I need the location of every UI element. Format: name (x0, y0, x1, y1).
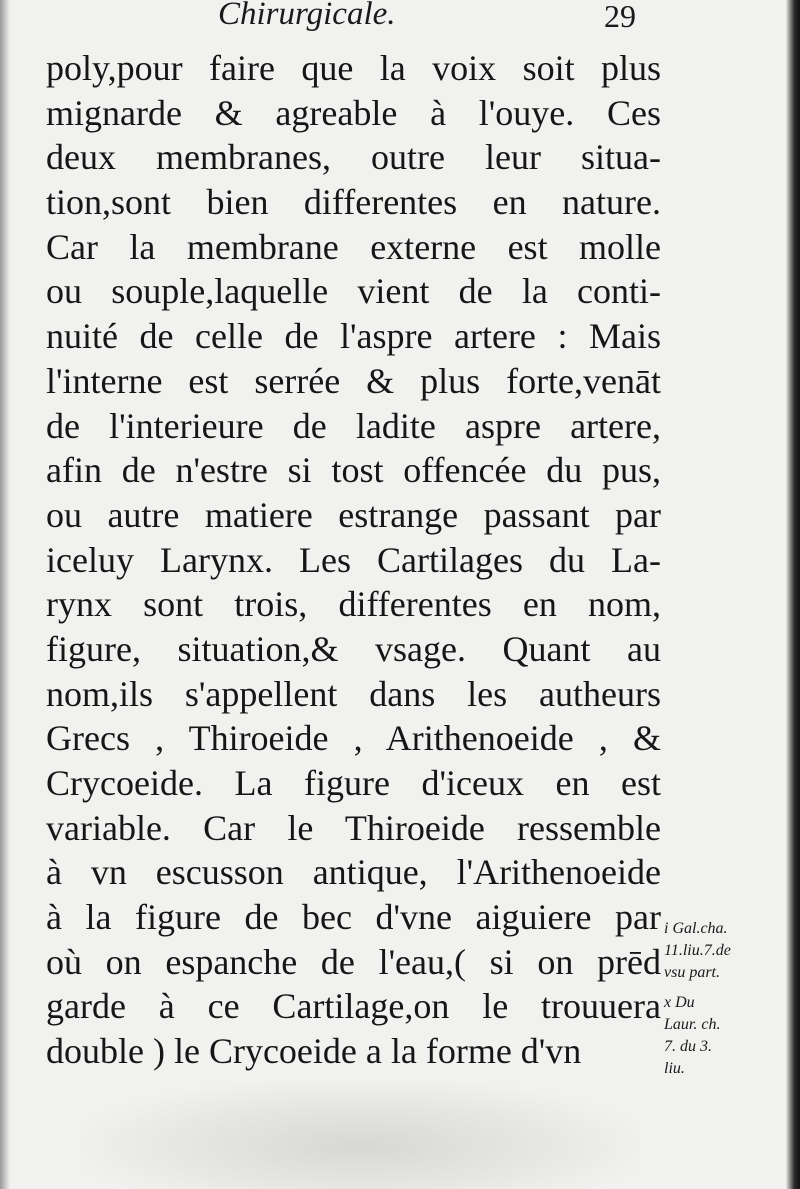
marginal-note-line: 11.liu.7.de (664, 942, 731, 959)
marginal-note-line: x Du (664, 994, 695, 1011)
text-line: poly,pour faire que la voix soit plus (46, 48, 661, 88)
page-gutter-shadow (0, 0, 10, 1189)
text-line: à vn escusson antique, l'Arithenoeide (46, 852, 661, 893)
text-line: double ) le Crycoeide a la forme d'vn (46, 1031, 582, 1072)
text-line: mignarde & agreable à l'ouye. Ces (46, 92, 661, 133)
text-line: Grecs , Thiroeide , Arithenoeide , & (46, 718, 661, 759)
text-line: tion,sont bien differentes en nature. (46, 182, 661, 223)
marginal-notes (664, 918, 764, 1080)
running-head (0, 0, 800, 40)
text-line: Car la membrane externe est molle (46, 226, 661, 267)
text-line: afin de n'estre si tost offencée du pus, (46, 450, 661, 491)
text-line: variable. Car le Thiroeide ressemble (46, 807, 661, 848)
text-line: deux membranes, outre leur situa- (46, 137, 661, 178)
text-line: iceluy Larynx. Les Cartilages du La- (46, 539, 661, 580)
text-line: ou souple,laquelle vient de la conti- (46, 271, 661, 312)
marginal-note-line: liu. (664, 1060, 685, 1077)
text-line: garde à ce Cartilage,on le trouuera (46, 986, 661, 1027)
text-line: figure, situation,& vsage. Quant au (46, 628, 661, 669)
text-line: de l'interieure de ladite aspre artere, (46, 405, 661, 446)
marginal-note-line: Laur. ch. (664, 1016, 721, 1033)
page-number: 29 (604, 0, 636, 34)
text-line: à la figure de bec d'vne aiguiere par (46, 897, 661, 938)
text-line: nuité de celle de l'aspre artere : Mais (46, 316, 661, 357)
marginal-note-line: 7. du 3. (664, 1038, 712, 1055)
running-head-title: Chirurgicale. (218, 0, 396, 32)
text-line: nom,ils s'appellent dans les autheurs (46, 673, 661, 714)
paper-stain (80, 1080, 640, 1189)
page-edge-shadow (786, 0, 800, 1189)
text-line: où on espanche de l'eau,( si on prēd (46, 941, 661, 982)
marginal-note-line: vsu part. (664, 964, 720, 981)
text-line: ou autre matiere estrange passant par (46, 494, 661, 535)
body-text (46, 46, 661, 1074)
marginal-note-line: i Gal.cha. (664, 920, 728, 937)
text-line: Crycoeide. La figure d'iceux en est (46, 763, 661, 803)
text-line: l'interne est serrée & plus forte,venāt (46, 360, 661, 401)
text-line: rynx sont trois, differentes en nom, (46, 584, 661, 625)
